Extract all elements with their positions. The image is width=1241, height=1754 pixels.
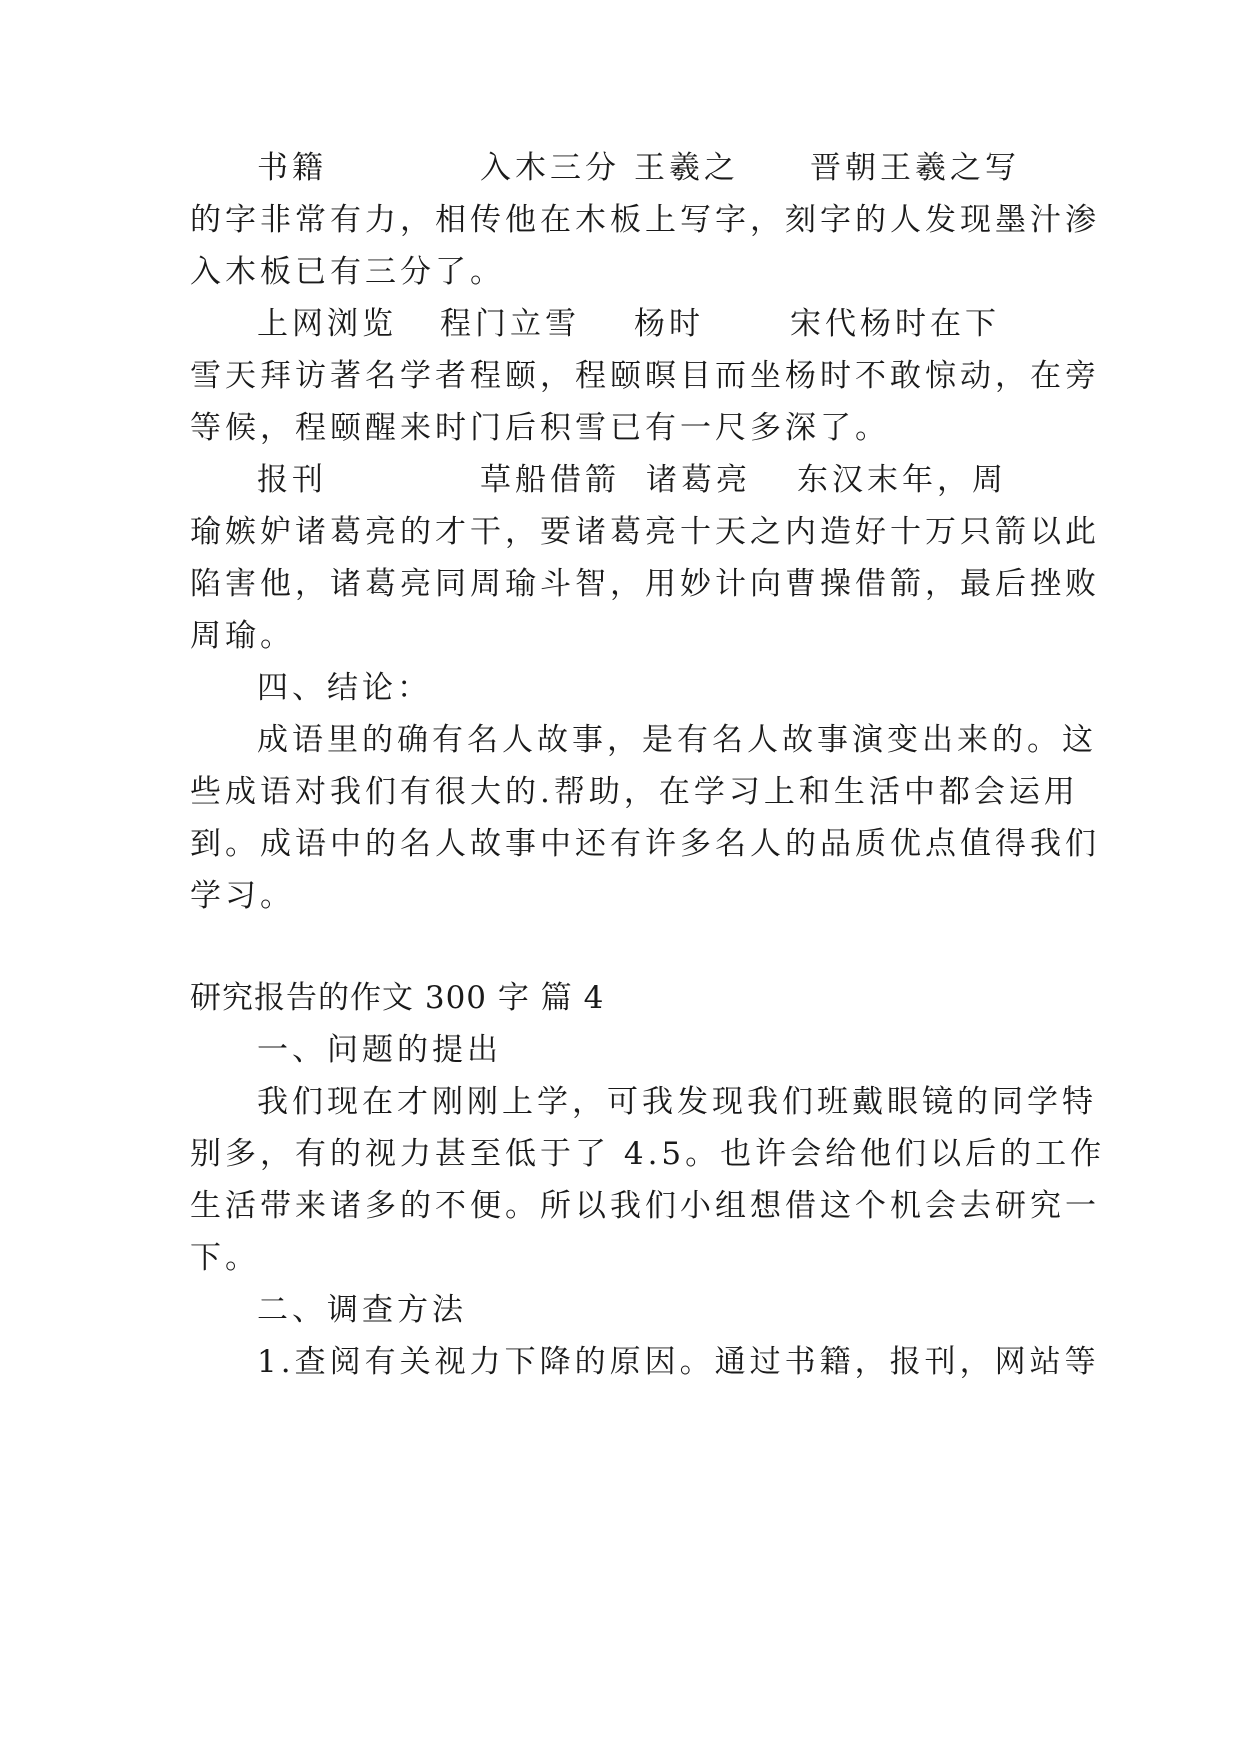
idiom-source: 上网浏览 — [257, 306, 397, 342]
paragraph-line: 入木板已有三分了。 — [190, 254, 505, 290]
idiom-story-start: 东汉末年，周 — [797, 462, 1007, 498]
paragraph-line: 成语里的确有名人故事，是有名人故事演变出来的。这 — [257, 722, 1097, 758]
section-heading: 四、结论： — [257, 670, 432, 706]
idiom-source: 报刊 — [257, 462, 327, 498]
section-heading: 一、问题的提出 — [257, 1032, 502, 1068]
paragraph-line: 下。 — [190, 1240, 260, 1276]
idiom-story-start: 晋朝王羲之写 — [810, 150, 1020, 186]
paragraph-line: 周瑜。 — [190, 618, 295, 654]
idiom-name: 程门立雪 — [440, 306, 580, 342]
paragraph-line: 等候，程颐醒来时门后积雪已有一尺多深了。 — [190, 410, 890, 446]
idiom-name: 入木三分 — [480, 150, 620, 186]
idiom-story-start: 宋代杨时在下 — [790, 306, 1000, 342]
paragraph-line: 别多，有的视力甚至低于了 4.5。也许会给他们以后的工作 — [190, 1136, 1106, 1172]
paragraph-line: 学习。 — [190, 878, 295, 914]
paragraph-line: 的字非常有力，相传他在木板上写字，刻字的人发现墨汁渗 — [190, 202, 1100, 238]
paragraph-line: 生活带来诸多的不便。所以我们小组想借这个机会去研究一 — [190, 1188, 1100, 1224]
idiom-source: 书籍 — [257, 150, 327, 186]
paragraph-line: 陷害他，诸葛亮同周瑜斗智，用妙计向曹操借箭，最后挫败 — [190, 566, 1100, 602]
paragraph-line: 瑜嫉妒诸葛亮的才干，要诸葛亮十天之内造好十万只箭以此 — [190, 514, 1100, 550]
idiom-person: 王羲之 — [634, 150, 739, 186]
paragraph-line: 到。成语中的名人故事中还有许多名人的品质优点值得我们 — [190, 826, 1100, 862]
paragraph-line: 我们现在才刚刚上学，可我发现我们班戴眼镜的同学特 — [257, 1084, 1097, 1120]
section-heading: 二、调查方法 — [257, 1292, 467, 1328]
paragraph-line: 些成语对我们有很大的.帮助，在学习上和生活中都会运用 — [190, 774, 1079, 810]
article-title: 研究报告的作文 300 字 篇 4 — [190, 980, 605, 1016]
paragraph-line: 雪天拜访著名学者程颐，程颐暝目而坐杨时不敢惊动，在旁 — [190, 358, 1100, 394]
paragraph-line: 1.查阅有关视力下降的原因。通过书籍，报刊，网站等 — [257, 1344, 1100, 1380]
idiom-person: 诸葛亮 — [646, 462, 751, 498]
idiom-name: 草船借箭 — [480, 462, 620, 498]
idiom-person: 杨时 — [634, 306, 704, 342]
